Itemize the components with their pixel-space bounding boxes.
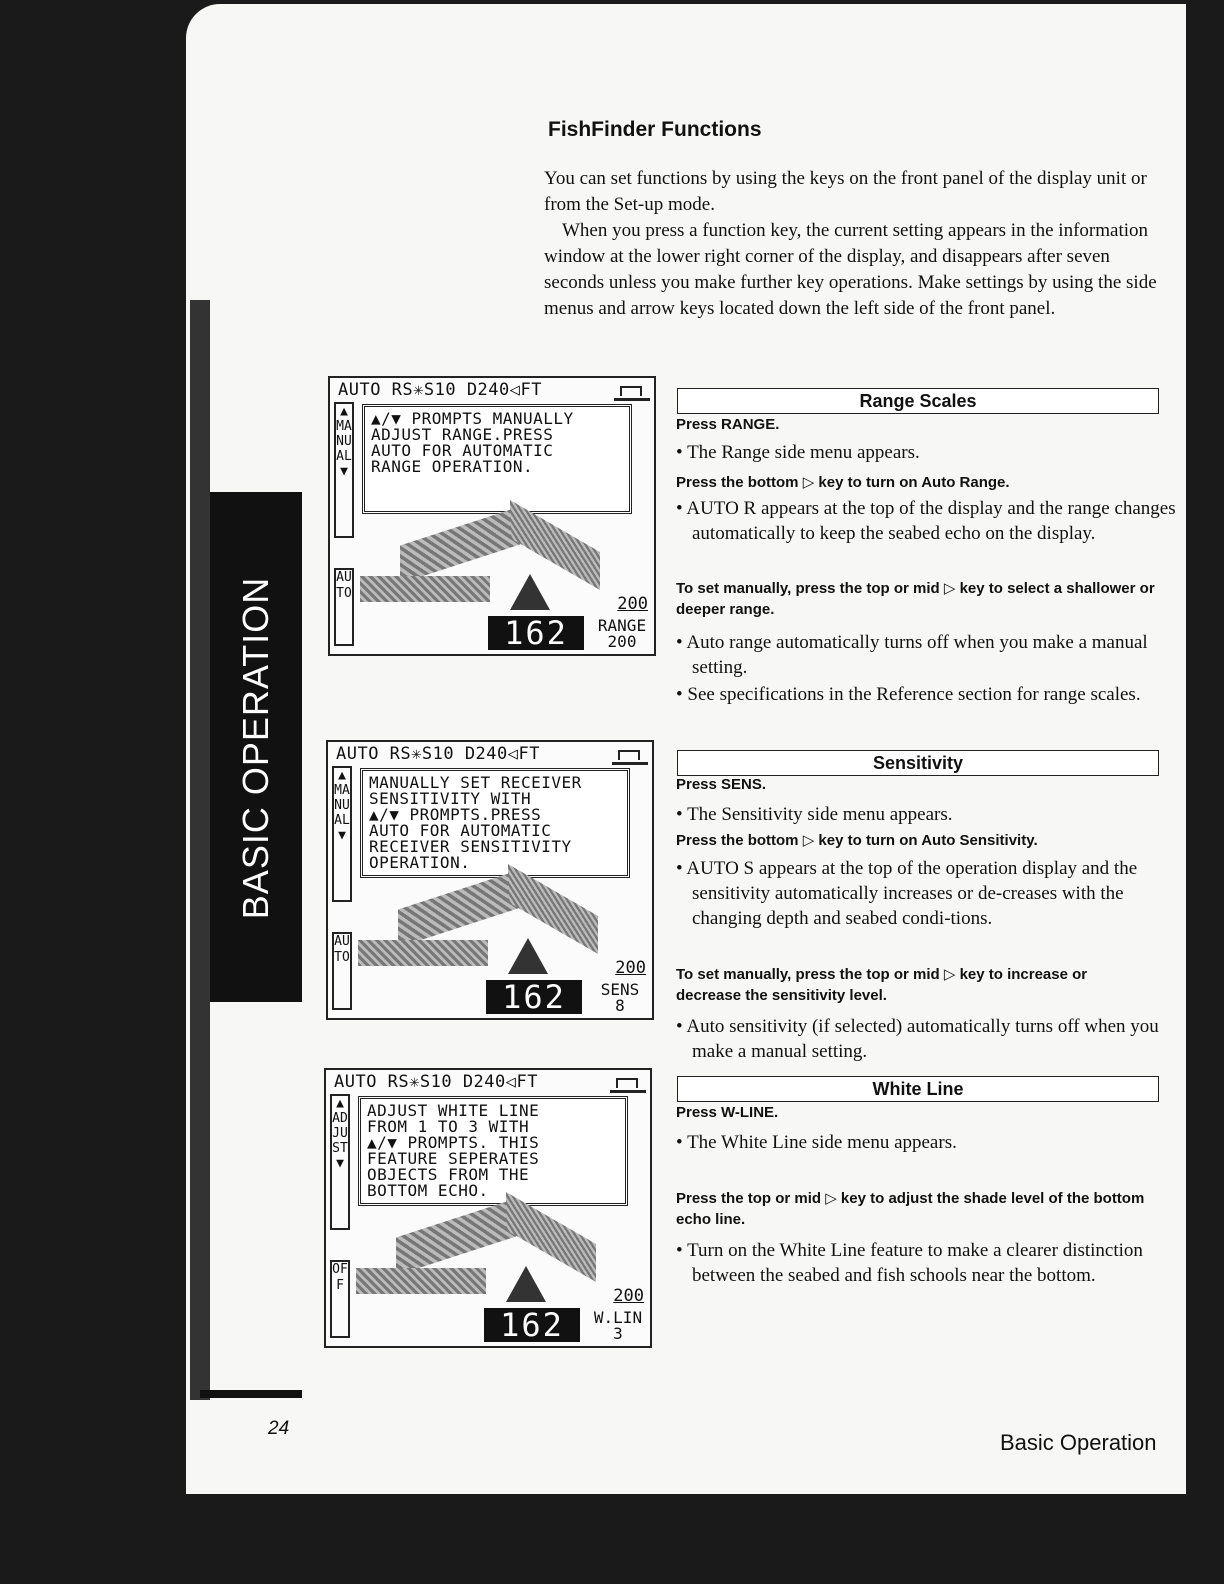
side-menu-auto (334, 568, 354, 646)
range-scales-heading: Range Scales (677, 388, 1159, 414)
side-menu-label: AUTO (336, 570, 352, 601)
info-window (594, 618, 650, 650)
range-bullet-3: • Auto range automatically turns off when you make a manual setting. (676, 632, 1148, 678)
info-value: 200 (607, 632, 637, 651)
range-instruction-auto: Press the bottom ▷ key to turn on Auto Range. (676, 474, 1010, 491)
lcd-help-message: ▲/▼ PROMPTS MANUALLY ADJUST RANGE.PRESS AUTO FOR AUTOMATIC RANGE OPERATION. (362, 404, 632, 514)
info-name: SENS (600, 980, 640, 999)
lcd-status-line: AUTO RS✳S10 D240◁FT (338, 380, 542, 400)
side-menu-adjust (330, 1094, 350, 1230)
depth-readout: 162 (486, 980, 582, 1014)
right-arrow-key-icon: ▷ (943, 580, 956, 597)
page-number: 24 (268, 1418, 290, 1439)
info-value: 8 (615, 996, 625, 1015)
binding-edge (190, 300, 210, 1400)
range-scale-value: 200 (613, 1286, 644, 1306)
lcd-status-line: AUTO RS✳S10 D240◁FT (334, 1072, 538, 1092)
range-press-instruction: Press RANGE. (676, 416, 780, 433)
down-arrow-icon: ▼ (340, 464, 348, 479)
side-menu-label: OFF (332, 1262, 348, 1293)
footer-section-label: Basic Operation (1000, 1430, 1157, 1455)
footer-rule (200, 1390, 302, 1398)
right-arrow-key-icon: ▷ (825, 1190, 837, 1207)
info-window (590, 1310, 646, 1342)
up-arrow-icon: ▲ (340, 404, 348, 419)
right-arrow-key-icon: ▷ (943, 966, 956, 983)
boat-icon (610, 1076, 646, 1093)
range-bullet-4: • See specifications in the Reference section for range scales. (676, 684, 1141, 705)
up-arrow-icon: ▲ (338, 768, 346, 783)
boat-icon (612, 748, 648, 765)
lcd-help-message: ADJUST WHITE LINE FROM 1 TO 3 WITH ▲/▼ PROMPTS. THIS FEATURE SEPERATES OBJECTS FROM THE BOTTOM ECHO. (358, 1096, 628, 1206)
sens-instruction-manual: To set manually, press the top or mid ▷ key to increase or decrease the sensitivity level. (676, 966, 1088, 1004)
info-window (592, 982, 648, 1014)
wline-instruction-adjust: Press the top or mid ▷ key to adjust the shade level of the bottom echo line. (676, 1190, 1145, 1228)
side-menu-off (330, 1260, 350, 1338)
side-menu-manual (332, 766, 352, 902)
down-arrow-icon: ▼ (338, 828, 346, 843)
intro-paragraph-2: When you press a function key, the current setting appears in the information window at the lower right corner of the display, and disappears after seven seconds unless you make further key operations. Make settings by using the side menus and arrow keys located down the left side of the front panel. (544, 220, 1157, 319)
wline-bullet-2: • Turn on the White Line feature to make a clearer distinction between the seabed and fish schools near the bottom. (676, 1240, 1143, 1286)
range-scale-value: 200 (615, 958, 646, 978)
lcd-screen-range (328, 376, 656, 656)
side-menu-label: MANUAL (334, 783, 350, 828)
lcd-help-message: MANUALLY SET RECEIVER SENSITIVITY WITH ▲/▼ PROMPTS.PRESS AUTO FOR AUTOMATIC RECEIVER SENSITIVITY OPERATION. (360, 768, 630, 878)
sens-bullet-3: • Auto sensitivity (if selected) automatically turns off when you make a manual setting. (676, 1016, 1159, 1062)
range-bullet-2: • AUTO R appears at the top of the display and the range changes automatically to keep the seabed echo on the display. (676, 498, 1176, 544)
white-line-heading: White Line (677, 1076, 1159, 1102)
sens-press-instruction: Press SENS. (676, 776, 767, 793)
section-title: FishFinder Functions (548, 118, 762, 141)
wline-bullet-1: • The White Line side menu appears. (676, 1132, 957, 1153)
wline-press-instruction: Press W-LINE. (676, 1104, 779, 1121)
side-menu-label: AUTO (334, 934, 350, 965)
side-tab-label: BASIC OPERATION (235, 576, 276, 920)
info-value: 3 (613, 1324, 623, 1343)
depth-readout: 162 (488, 616, 584, 650)
info-name: W.LIN (593, 1308, 643, 1327)
lcd-screen-white-line (324, 1068, 652, 1348)
up-arrow-icon: ▲ (336, 1096, 344, 1111)
down-arrow-icon: ▼ (336, 1156, 344, 1171)
sens-bullet-1: • The Sensitivity side menu appears. (676, 804, 953, 825)
intro-text (544, 166, 1169, 322)
side-menu-label: ADJUST (332, 1111, 348, 1156)
range-instruction-manual: To set manually, press the top or mid ▷ key to select a shallower or deeper range. (676, 580, 1155, 618)
info-name: RANGE (597, 616, 647, 635)
sens-instruction-auto: Press the bottom ▷ key to turn on Auto Sensitivity. (676, 832, 1038, 849)
depth-readout: 162 (484, 1308, 580, 1342)
side-menu-auto (332, 932, 352, 1010)
boat-icon (614, 384, 650, 401)
lcd-screen-sensitivity (326, 740, 654, 1020)
right-arrow-key-icon: ▷ (802, 474, 815, 491)
side-menu-label: MANUAL (336, 419, 352, 464)
sens-bullet-2: • AUTO S appears at the top of the operation display and the sensitivity automatically increases or de-creases with the changing depth and seabed condi-tions. (676, 858, 1138, 929)
range-scale-value: 200 (617, 594, 648, 614)
lcd-status-line: AUTO RS✳S10 D240◁FT (336, 744, 540, 764)
range-bullet-1: • The Range side menu appears. (676, 442, 920, 463)
section-side-tab (210, 492, 302, 1002)
side-menu-manual (334, 402, 354, 538)
sensitivity-heading: Sensitivity (677, 750, 1159, 776)
right-arrow-key-icon: ▷ (802, 832, 815, 849)
intro-paragraph-1: You can set functions by using the keys on the front panel of the display unit or from the Set-up mode. (544, 168, 1147, 215)
